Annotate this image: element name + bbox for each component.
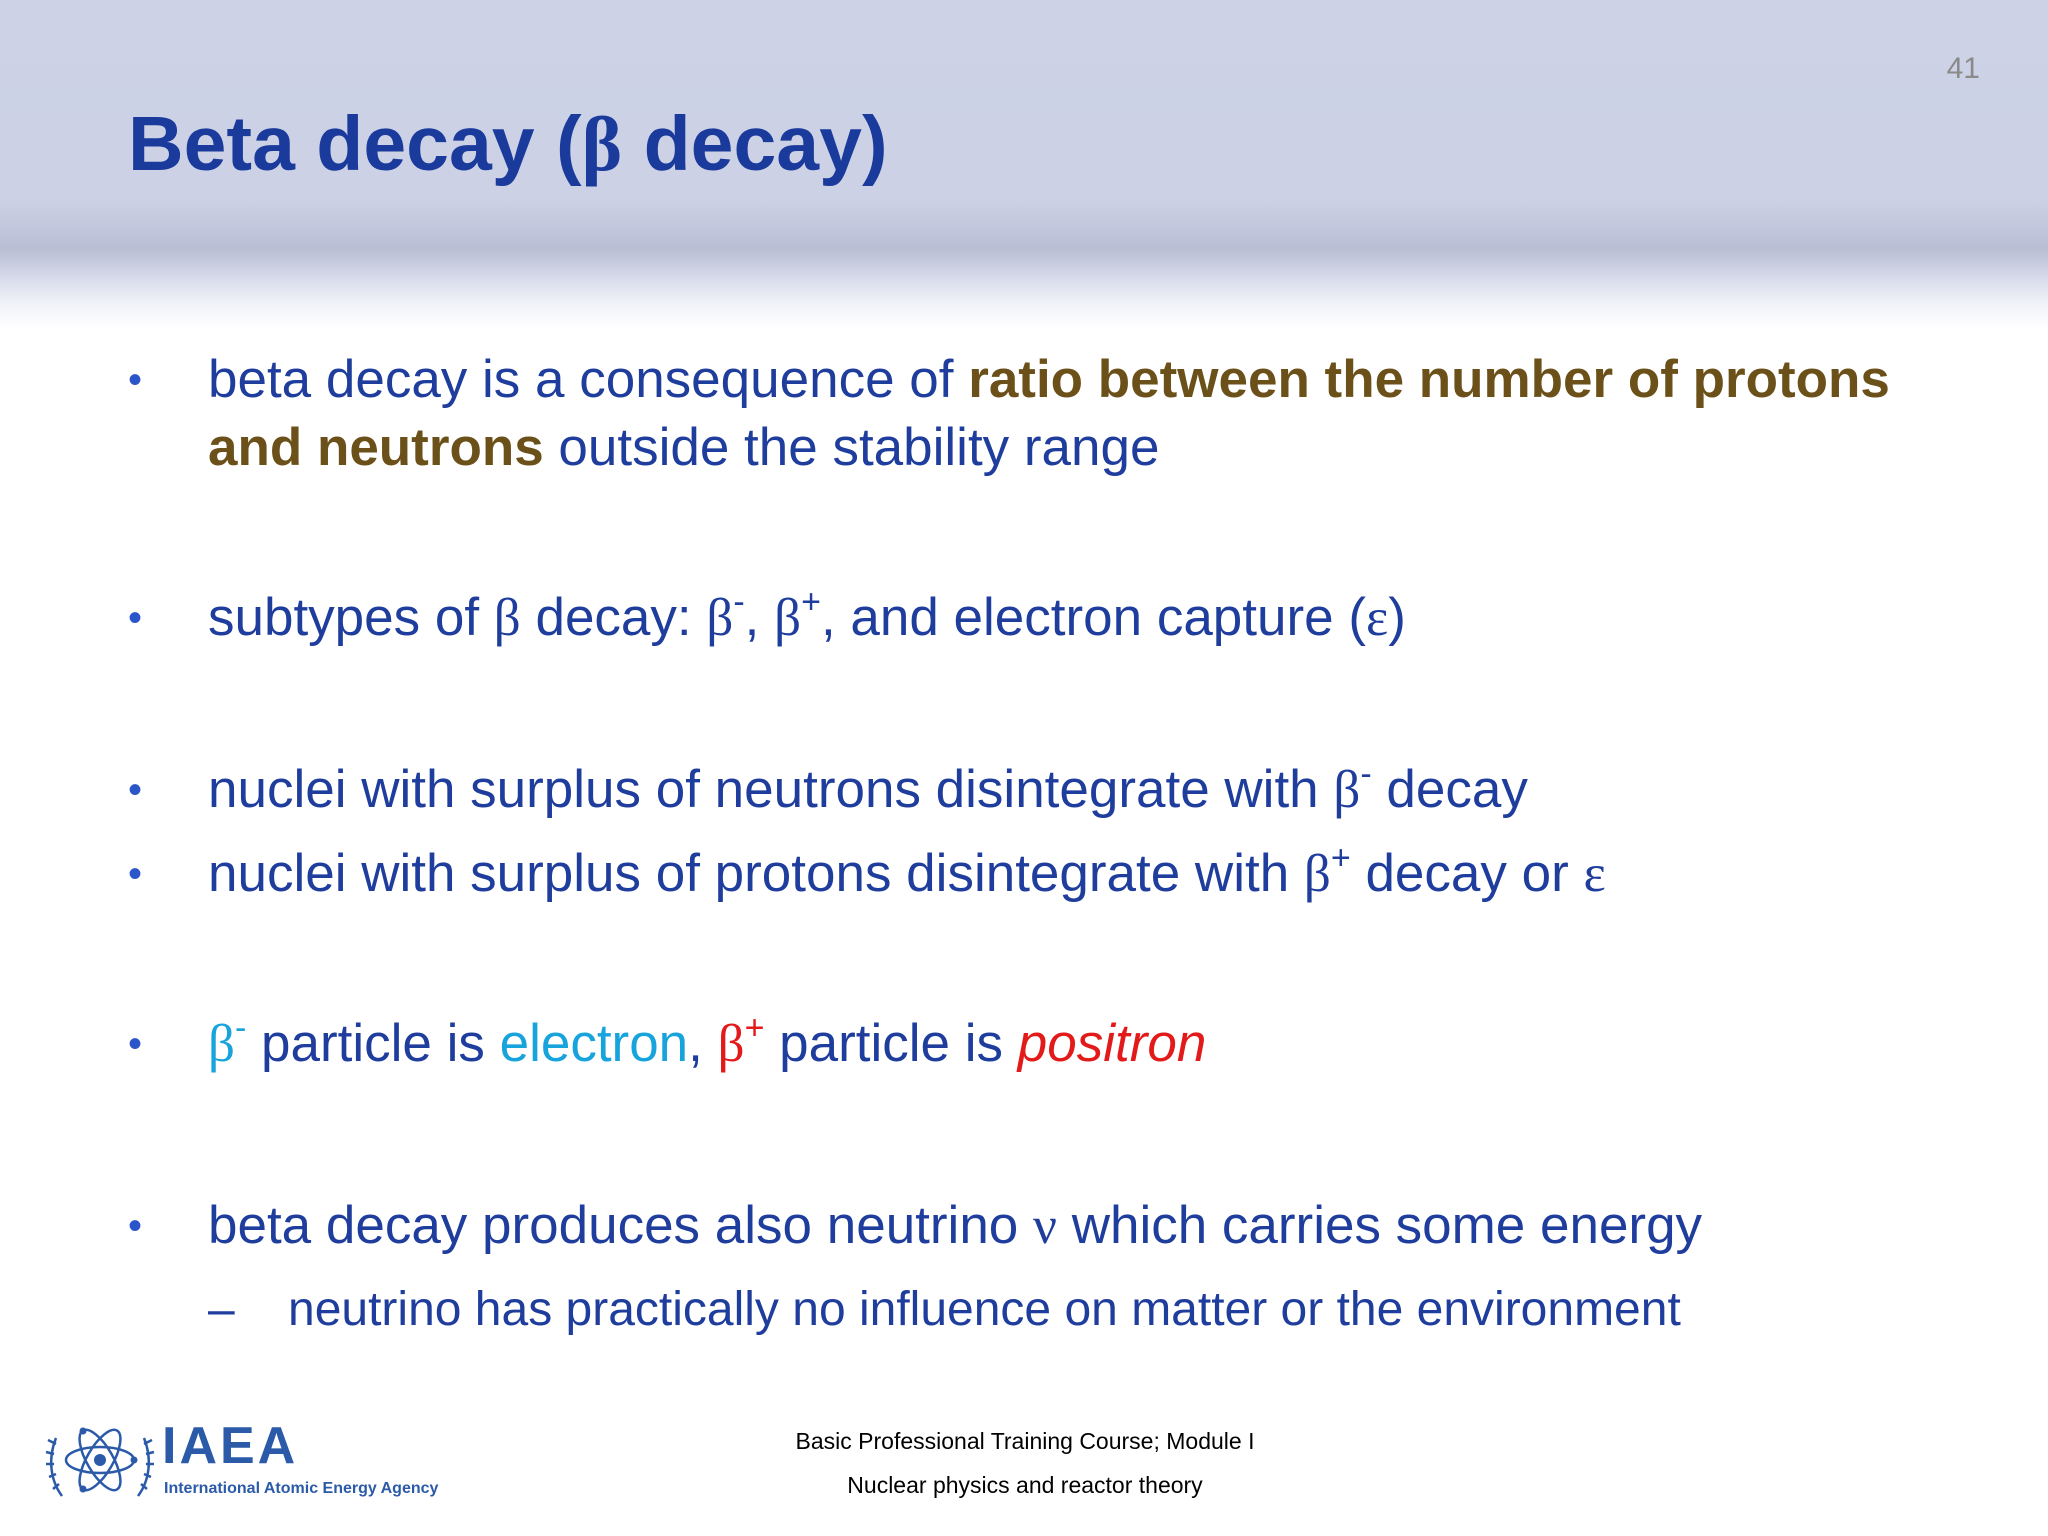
highlight-ratio-protons-neutrons: ratio between the number of protons and neutrons [208,350,1890,477]
footer-topic-name: Nuclear physics and reactor theory [847,1472,1203,1498]
bullet-text-part: decay [1371,760,1528,819]
bullet-marker: • [128,596,143,640]
bullet-text-part: ) [1388,588,1406,647]
bullet-text [208,756,1928,824]
nu-symbol: ν [1033,1197,1057,1255]
epsilon-symbol: ε [1365,589,1389,647]
beta-symbol: β [706,589,734,647]
superscript-minus: - [733,583,745,621]
slide-number: 41 [1946,52,1980,85]
sub-bullet-marker: – [208,1283,235,1336]
bullet-text-part: particle is [246,1014,500,1073]
bullet-text [208,584,1928,652]
bullet-text [208,346,1928,482]
beta-plus-symbol: β [717,1015,745,1073]
bullet-text-part: outside the stability range [543,418,1160,477]
beta-symbol: β [1303,845,1331,903]
beta-minus-symbol: β [208,1015,235,1073]
beta-symbol: β [1333,761,1361,819]
superscript-minus: - [1360,755,1372,793]
iaea-emblem-icon [44,1408,156,1508]
superscript-plus: + [1330,839,1351,877]
bullet-text-part: subtypes of [208,588,494,647]
bullet-text-part: beta decay is a consequence of [208,350,969,409]
electron-label: electron [499,1014,689,1073]
bullet-text-part: decay or [1350,844,1584,903]
title-beta-symbol: β [581,101,623,187]
bullet-marker: • [128,1204,143,1248]
title-suffix: decay) [622,101,888,187]
bullet-marker: • [128,358,143,402]
logo-subtitle: International Atomic Energy Agency [164,1480,439,1497]
footer-course-name: Basic Professional Training Course; Module I [795,1428,1255,1454]
bullet-text-part: decay: [520,588,707,647]
bullet-text-part: nuclei with surplus of protons disintegrate with [208,844,1304,903]
sub-bullet-text: neutrino has practically no influence on matter or the environment [288,1283,1681,1336]
iaea-logo [44,1408,464,1508]
bullet-marker: • [128,852,143,896]
bullet-marker: • [128,768,143,812]
bullet-text-part: , and electron capture ( [820,588,1366,647]
bullet-text [208,1010,1928,1078]
bullet-text-part: , [744,588,775,647]
slide-title [128,100,888,189]
superscript-plus: + [801,583,821,621]
epsilon-symbol: ε [1583,845,1606,903]
bullet-text-part: particle is [764,1014,1018,1073]
bullet-text-part: which carries some energy [1056,1196,1703,1255]
superscript-minus: - [234,1009,247,1047]
bullet-text-part: nuclei with surplus of neutrons disintegrate with [208,760,1334,819]
beta-symbol: β [774,589,802,647]
title-prefix: Beta decay ( [128,101,582,187]
bullet-text [208,840,1928,908]
logo-name: IAEA [162,1417,299,1475]
bullet-marker: • [128,1022,143,1066]
bullet-text-part: , [688,1014,718,1073]
superscript-plus: + [744,1009,765,1047]
beta-symbol: β [493,589,521,647]
bullet-text [208,1192,1928,1260]
bullet-text-part: beta decay produces also neutrino [208,1196,1033,1255]
positron-label: positron [1017,1014,1207,1073]
